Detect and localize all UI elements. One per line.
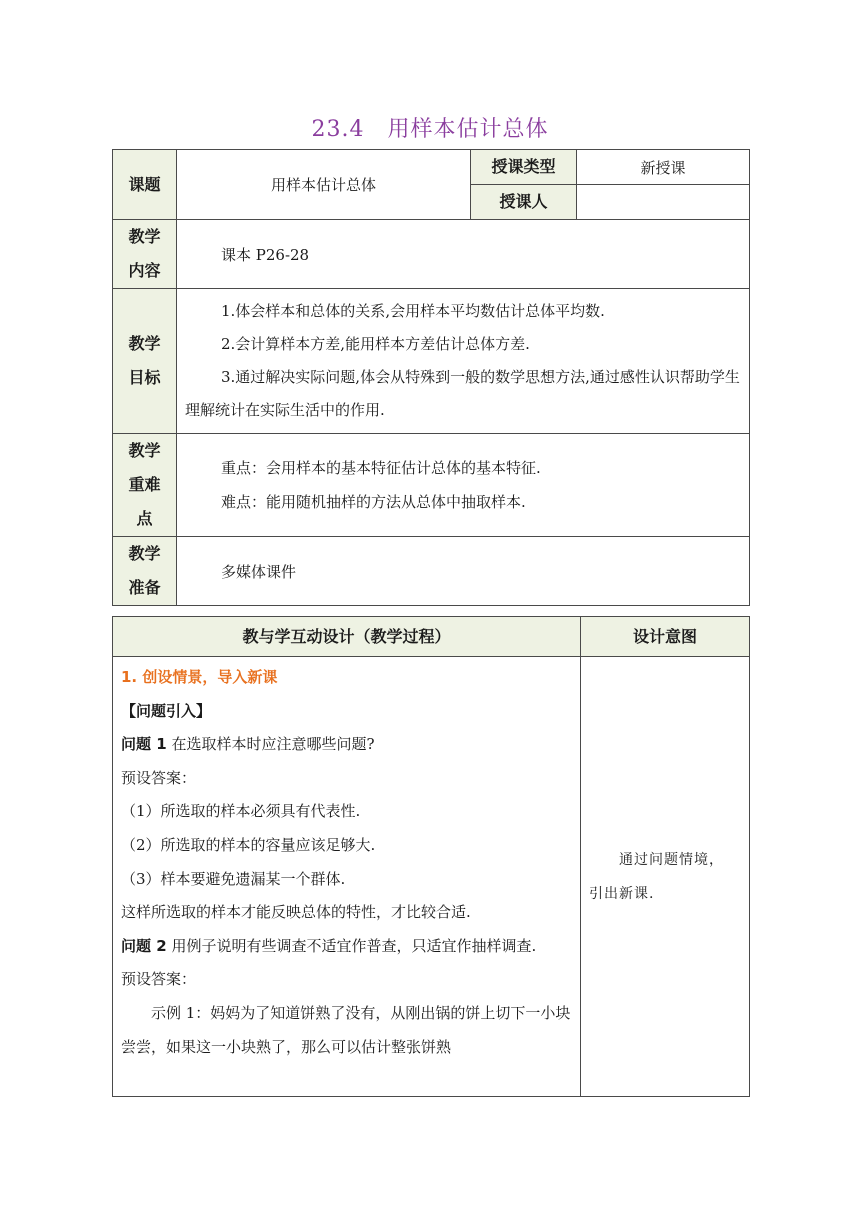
- process-header: 教与学互动设计（教学过程）: [113, 617, 581, 657]
- section-title: 1. 创设情景，导入新课: [121, 668, 278, 686]
- page-title: 23.4 用样本估计总体: [311, 117, 549, 142]
- teacher-value: [577, 185, 750, 220]
- topic-label: 课题: [113, 150, 177, 220]
- preset-answer-label: 预设答案：: [121, 970, 197, 989]
- key-point: 重点：会用样本的基本特征估计总体的基本特征.: [221, 459, 541, 477]
- goal-item: 3.通过解决实际问题,体会从特殊到一般的数学思想方法,通过感性认识帮助学生理解统计在实际生活中的作用.: [185, 368, 740, 419]
- question-1: 问题 1 在选取样本时应注意哪些问题?: [121, 735, 375, 754]
- subheading: 【问题引入】: [121, 701, 212, 720]
- prep-label: 教学 准备: [113, 537, 177, 606]
- lesson-info-table: [112, 149, 750, 606]
- lesson-type-value: 新授课: [577, 150, 750, 185]
- teacher-label: 授课人: [471, 185, 577, 220]
- example-1: 示例 1：妈妈为了知道饼熟了没有，从刚出锅的饼上切下一小块尝尝，如果这一小块熟了，那么可以估计整张饼熟: [121, 1003, 571, 1056]
- answer-item: （3）样本要避免遗漏某一个群体.: [121, 869, 346, 888]
- goal-item: 1.体会样本和总体的关系,会用样本平均数估计总体平均数.: [221, 302, 605, 320]
- content-value: 课本 P26-28: [177, 220, 750, 289]
- key-points-label: 教学 重难 点: [113, 434, 177, 537]
- goals-label: 教学 目标: [113, 289, 177, 434]
- prep-value: 多媒体课件: [177, 537, 750, 606]
- key-points: [177, 434, 750, 537]
- preset-answer-label: 预设答案：: [121, 768, 197, 787]
- topic-value: 用样本估计总体: [177, 150, 471, 220]
- teaching-process-table: [112, 616, 750, 1097]
- content-label: 教学 内容: [113, 220, 177, 289]
- answer-item: （2）所选取的样本的容量应该足够大.: [121, 835, 376, 854]
- goal-item: 2.会计算样本方差,能用样本方差估计总体方差.: [221, 335, 530, 353]
- goals-list: [177, 289, 750, 434]
- conclusion: 这样所选取的样本才能反映总体的特性，才比较合适.: [121, 903, 471, 922]
- design-intent: 通过问题情境， 引出新课.: [581, 657, 750, 1097]
- question-2: 问题 2 用例子说明有些调查不适宜作普查，只适宜作抽样调查.: [121, 936, 537, 955]
- answer-item: （1）所选取的样本必须具有代表性.: [121, 802, 361, 821]
- lesson-type-label: 授课类型: [471, 150, 577, 185]
- difficult-point: 难点：能用随机抽样的方法从总体中抽取样本.: [221, 493, 526, 511]
- process-content: [113, 657, 581, 1097]
- design-intent-header: 设计意图: [581, 617, 750, 657]
